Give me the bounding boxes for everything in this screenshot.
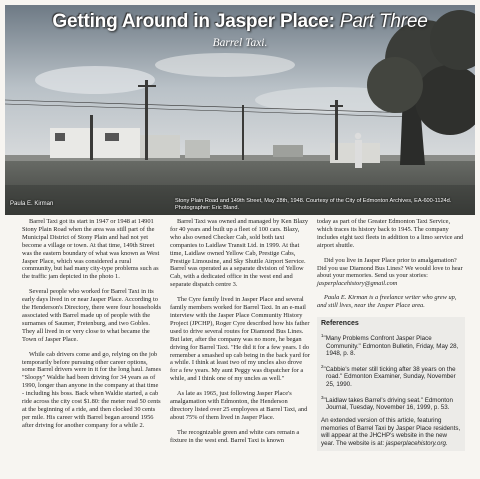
article-column-3 (317, 218, 465, 451)
paragraph (317, 257, 465, 289)
paragraph: Barrel Taxi was owned and managed by Ken Blazy for 40 years and built up a fleet of 100 cars. Blazy, who also owned Checker Cab, sold both taxi companies to Laidlaw Transit Ltd. in 1999. At that time, Laidlaw owned Yellow Cab, Prestige Cabs, Prestige Limousine, and Sky Shuttle Airport Service. Barrel was operated as a separate division of Yellow Cab, with a dedicated office in the west end and separate dispatch centre 3. (170, 218, 309, 289)
paragraph: As late as 1965, just following Jasper Place's amalgamation with Edmonton, the Henderson directory listed over 25 employees at Barrel Taxi, and about 75% of them lived in Jasper Place. (170, 390, 308, 421)
references-box (317, 317, 465, 451)
article-column-2 (170, 218, 310, 452)
references-heading: References (321, 320, 359, 328)
paragraph: Barrel Taxi got its start in 1947 or 1948 at 14901 Stony Plain Road when the area was still part of the Municipal District of Stony Plain and had not yet become a village or town. At that time, 149th Street was the eastern boundary of what was known as West Jasper Place, which was considered a rural community, but had many city-type problems such as the traffic jam depicted in the photo 1. (22, 218, 160, 281)
paragraph-text: Did you live in Jasper Place prior to amalgamation? Did you use Diamond Bus Lines? We would love to hear about your memories. Send us your stories: (317, 256, 463, 280)
reference-item (321, 332, 461, 358)
author-bio: Paula E. Kirman is a freelance writer who grew up, and still lives, near the Jasper Place area. (317, 294, 457, 310)
title-main: Getting Around in Jasper Place: (52, 11, 340, 32)
reference-text: "Many Problems Confront Jasper Place Community." Edmonton Bulletin, Friday, May 28, 1948, p. 8. (323, 335, 459, 358)
reference-item (321, 394, 461, 412)
author-credit: Paula E. Kirman (10, 201, 54, 207)
contact-email[interactable]: jasperplacehistory@gmail.com (317, 280, 398, 288)
reference-number: 1 (321, 332, 324, 338)
reference-text: "Laidlaw takes Barrel's driving seat." Edmonton Journal, Tuesday, November 16, 1999, p. 53. (323, 396, 453, 412)
reference-number: 3 (321, 394, 324, 400)
extended-note-text: An extended version of this article, featuring memories of Barrel Taxi by Jasper Place residents, will appear at the JHCHP's website in the new year. The website is at: (321, 416, 461, 447)
website-link[interactable]: jasperplacehistory.org. (385, 439, 448, 447)
article-title (5, 11, 475, 33)
article-column-1 (22, 218, 162, 437)
paragraph: The recognizable green and white cars remain a fixture in the west end. Barrel Taxi is known (170, 428, 300, 444)
title-part: Part Three (339, 11, 428, 32)
paragraph: Several people who worked for Barrel Taxi in its early days lived in or near Jasper Place. According to the Henderson's Directory, there were four households associated with Barrel made up of people with the surnames of Saumer, Fretenburg, and two Gobles. They all lived in or very close to what became the Town of Jasper Place. (22, 288, 161, 343)
paragraph: today as part of the Greater Edmonton Taxi Service, which traces its history back to 1945. The company includes eight taxi fleets in addition to a limo service and airport shuttle. (317, 218, 464, 249)
paragraph: While cab drivers come and go, relying on the job temporarily before pursuing other career options, some Barrel drivers were in it for the long haul. James "Sloopy" Waldie had been driving for 34 years as of 1990, longer than anyone in the company at that time - including his boss. Back when Waldie started, a cab ride across the city cost $1.80: the meter read 50 cents at the beginning of a ride, and then clocked 30 cents per mile. His career with Barrel began around 1956 after driving for another company for a while 2. (22, 350, 161, 429)
photo-caption: Stony Plain Road and 149th Street, May 28th, 1948. Courtesy of the City of Edmonton Archives, EA-600-1124d. Photographer: Eric Bland. (175, 198, 452, 211)
historical-photo (5, 5, 475, 215)
article-subtitle: Barrel Taxi. (212, 37, 268, 49)
extended-note (321, 417, 461, 447)
reference-number: 2 (321, 363, 324, 369)
reference-text: "Cabbie's meter still ticking after 38 years on the road." Edmonton Examiner, Sunday, November 25, 1990. (323, 365, 456, 389)
reference-item (321, 363, 461, 389)
paragraph: The Cyre family lived in Jasper Place and several family members worked for Barrel Taxi. In an e-mail interview with the Jasper Place Community History Project (JPCHP), Roger Cyre described how his father used to drive several routes for Diamond Bus Lines. But later, after the company was no more, he began driving for Barrel Taxi. "He did it for a few years. I do remember a smashed up cab being in the back yard for a while. I think at least two of my uncles also drove for a few years. My aunt Peggy was dispatcher for a while, and I think one of my uncles as well." (170, 296, 310, 383)
